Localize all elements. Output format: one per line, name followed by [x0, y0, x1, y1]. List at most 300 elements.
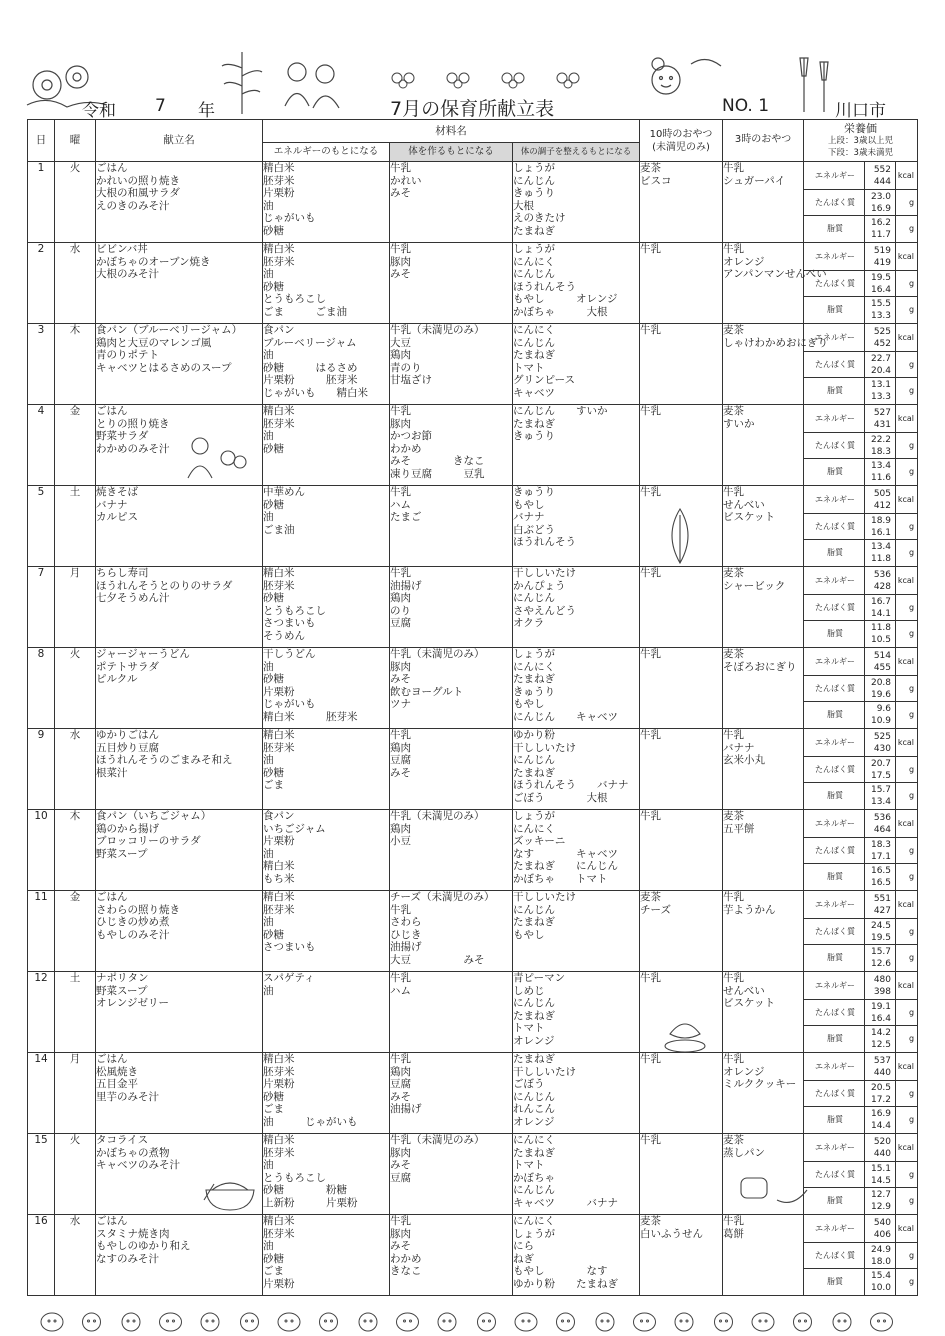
snack-10am	[640, 405, 723, 486]
snack-3pm	[723, 648, 804, 729]
conditioning-ingredients	[513, 810, 640, 891]
day-row	[28, 243, 918, 324]
protein-row-upper: 22.7	[870, 353, 892, 364]
nutrition-values	[804, 1053, 918, 1134]
energy-row-label: エネルギー	[815, 252, 856, 261]
protein-row-lower: 17.1	[870, 851, 892, 862]
protein-row-lower: 16.1	[870, 527, 892, 538]
year-suffix: 年	[198, 101, 215, 121]
energy-row-unit: kcal	[897, 819, 915, 828]
snack-3pm-item: ビスケット	[723, 997, 775, 1010]
fat-row	[804, 620, 917, 647]
energy-ingredients-item: じゃがいも	[263, 698, 316, 711]
snack-10am-item: 麦茶	[640, 1215, 662, 1227]
day-row	[28, 1053, 918, 1134]
day-date: 16	[28, 1215, 55, 1296]
snack-3pm-item: シュガーパイ	[723, 174, 786, 187]
menu-dishes-item: ビビンバ丼	[96, 243, 148, 255]
energy-row-values	[864, 891, 896, 918]
energy-row-lower: 412	[873, 501, 892, 511]
fat-row-unit: g	[908, 629, 915, 639]
conditioning-ingredients-item: 干ししいたけ	[513, 567, 576, 579]
day-of-week: 金	[55, 405, 96, 486]
fat-row-label: 脂質	[827, 872, 844, 882]
energy-ingredients-item: とうもろこし	[263, 293, 326, 306]
snack-3pm-item: 牛乳	[723, 162, 745, 174]
fat-row-values	[864, 215, 896, 242]
energy-row-upper: 520	[873, 1137, 892, 1147]
day-date: 12	[28, 972, 55, 1053]
energy-row	[804, 162, 917, 190]
body-ingredients-item: 豚肉	[390, 1227, 411, 1240]
energy-ingredients-item: 砂糖	[263, 766, 284, 779]
energy-ingredients-item: 片栗粉	[263, 187, 295, 200]
body-ingredients	[390, 243, 513, 324]
fat-row-label: 脂質	[827, 1277, 844, 1287]
menu-dishes	[96, 891, 263, 972]
energy-row-values	[864, 1053, 896, 1080]
fat-row-unit: g	[908, 386, 915, 396]
menu-dishes-item: わかめのみそ汁	[96, 442, 170, 455]
energy-row-label: エネルギー	[815, 1224, 856, 1233]
body-ingredients-item: 牛乳	[390, 1053, 411, 1065]
protein-row-upper: 16.7	[870, 596, 892, 607]
conditioning-ingredients	[513, 972, 640, 1053]
protein-row-lower: 14.1	[870, 608, 892, 619]
body-ingredients-item: 油揚げ	[390, 1103, 422, 1116]
protein-row	[804, 1161, 917, 1189]
energy-row-unit: kcal	[897, 738, 915, 747]
body-ingredients-item: みそ	[390, 268, 411, 281]
energy-row-label: エネルギー	[815, 900, 856, 909]
energy-ingredients-item: 精白米	[263, 891, 295, 903]
energy-row-unit: kcal	[897, 900, 915, 909]
snack-10am-item: 牛乳	[640, 1053, 662, 1065]
fat-row-values	[864, 539, 896, 566]
menu-dishes-item: 根菜汁	[96, 766, 128, 779]
day-of-week: 水	[55, 1215, 96, 1296]
nutrition-values	[804, 486, 918, 567]
body-ingredients-item: 甘塩ざけ	[390, 374, 432, 387]
conditioning-ingredients-item: キャベツ バナナ	[513, 1196, 618, 1209]
energy-ingredients-item: 精白米	[263, 860, 295, 873]
energy-ingredients-item: 油	[263, 984, 274, 997]
fat-row	[804, 1106, 917, 1133]
energy-ingredients-item: ごま	[263, 1103, 284, 1116]
energy-row-values	[864, 648, 896, 675]
menu-dishes-item: キャベツとはるさめのスープ	[96, 361, 232, 374]
protein-row	[804, 270, 917, 298]
menu-dishes-item: ジャージャーうどん	[96, 648, 190, 660]
energy-row	[804, 405, 917, 433]
energy-ingredients-item: 精白米	[263, 405, 295, 417]
snack-3pm	[723, 324, 829, 405]
menu-dishes-item: 青のりポテト	[96, 349, 159, 362]
conditioning-ingredients-item: オクラ	[513, 617, 545, 630]
energy-ingredients	[263, 243, 390, 324]
snack-10am-item: 牛乳	[640, 729, 662, 741]
conditioning-ingredients-item: きゅうり	[513, 486, 555, 498]
body-ingredients	[390, 810, 513, 891]
snack-10am-item: 牛乳	[640, 405, 662, 417]
energy-ingredients	[263, 1215, 390, 1296]
fat-row-upper: 11.8	[870, 623, 892, 634]
menu-dishes-item: ごはん	[96, 162, 128, 174]
snack-10am-item: 牛乳	[640, 972, 662, 984]
energy-row-unit: kcal	[897, 414, 915, 423]
menu-table	[27, 119, 918, 1296]
energy-row-upper: 552	[873, 165, 892, 175]
conditioning-ingredients-item: しょうが	[513, 162, 555, 174]
fat-row-lower: 16.5	[870, 878, 892, 889]
energy-row-lower: 431	[873, 420, 892, 430]
conditioning-ingredients-item: キャベツ	[513, 386, 555, 399]
energy-ingredients-item: とうもろこし	[263, 1171, 326, 1184]
snack-10am	[640, 1134, 723, 1215]
snack-10am-item: 牛乳	[640, 648, 662, 660]
body-ingredients-item: みそ	[390, 1090, 411, 1103]
energy-ingredients-item: 胚芽米	[263, 741, 295, 754]
protein-row-label: たんぱく質	[815, 1169, 856, 1179]
nutrition-lower-note: 下段：3歳未満児	[828, 147, 893, 158]
bread-and-banana-illustration	[735, 1170, 810, 1210]
menu-dishes-item: ほうれんそうとのりのサラダ	[96, 579, 233, 592]
nutrition-values	[804, 648, 918, 729]
fat-row-values	[864, 701, 896, 728]
energy-row-values	[864, 567, 896, 594]
energy-row-values	[864, 972, 896, 999]
fat-row-values	[864, 1106, 896, 1133]
conditioning-ingredients-item: にんにく	[513, 1215, 555, 1227]
energy-row-upper: 519	[873, 246, 892, 256]
body-ingredients-item: さわら	[390, 916, 422, 929]
leaf-illustration	[660, 505, 700, 565]
menu-dishes-item: ポテトサラダ	[96, 660, 159, 673]
snack-3pm-item: 麦茶	[723, 1134, 745, 1146]
fat-row-lower: 12.5	[870, 1040, 892, 1051]
body-ingredients-item: かつお節	[390, 430, 432, 443]
body-ingredients-item: 油揚げ	[390, 941, 422, 954]
protein-row	[804, 837, 917, 865]
nutrition-values	[804, 405, 918, 486]
protein-row-values	[864, 513, 896, 540]
fat-row	[804, 1268, 917, 1295]
conditioning-ingredients-item: れんこん	[513, 1103, 555, 1116]
conditioning-ingredients-item: しょうが	[513, 648, 555, 660]
body-conditioning-header: 体の調子を整えるもとになる	[513, 143, 640, 162]
menu-dishes-item: さわらの照り焼き	[96, 903, 180, 916]
nutrition-values	[804, 1134, 918, 1215]
protein-row-values	[864, 675, 896, 702]
energy-ingredients-item: 砂糖 はるさめ	[263, 361, 358, 374]
fat-row-values	[864, 944, 896, 971]
protein-row-label: たんぱく質	[815, 521, 856, 531]
conditioning-ingredients-item: たまねぎ	[513, 916, 555, 929]
body-ingredients-item: 豆腐	[390, 1078, 411, 1091]
ingredients-header: 材料名	[263, 120, 640, 143]
protein-row-unit: g	[908, 602, 915, 612]
day-row	[28, 972, 918, 1053]
conditioning-ingredients-item: かぼちゃ 大根	[513, 305, 608, 318]
menu-dishes-item: スタミナ焼き肉	[96, 1227, 170, 1240]
snack-10am-item: 白いふうせん	[640, 1227, 704, 1240]
body-ingredients-item: ハム	[390, 984, 411, 997]
menu-dishes-item: かぼちゃの煮物	[96, 1146, 170, 1159]
energy-ingredients-item: じゃがいも 精白米	[263, 386, 368, 399]
menu-dishes	[96, 810, 263, 891]
body-ingredients-item: かれい	[390, 174, 422, 187]
fat-row-values	[864, 377, 896, 404]
snack3-header: 3時のおやつ	[723, 120, 804, 162]
snack-3pm-item: 麦茶	[723, 567, 745, 579]
energy-ingredients-item: 食パン	[263, 810, 295, 822]
protein-row-upper: 22.2	[870, 434, 892, 445]
body-ingredients-item: 豆腐	[390, 754, 411, 767]
energy-row-lower: 440	[873, 1149, 892, 1159]
energy-ingredients-item: 砂糖	[263, 498, 284, 511]
snack10-header	[640, 120, 723, 162]
protein-row-label: たんぱく質	[815, 440, 856, 450]
energy-row-unit: kcal	[897, 657, 915, 666]
energy-row-unit: kcal	[897, 1143, 915, 1152]
energy-ingredients-item: 片栗粉	[263, 835, 295, 848]
energy-ingredients-item: 胚芽米	[263, 1227, 295, 1240]
energy-ingredients-item: 片栗粉 胚芽米	[263, 374, 358, 387]
body-ingredients-item: ひじき	[390, 928, 422, 941]
snack-10am-item: 麦茶	[640, 891, 662, 903]
energy-row-unit: kcal	[897, 1224, 915, 1233]
energy-row-lower: 455	[873, 663, 892, 673]
energy-row-values	[864, 1215, 896, 1242]
energy-row	[804, 648, 917, 676]
protein-row-lower: 16.4	[870, 1013, 892, 1024]
conditioning-ingredients-item: 干ししいたけ	[513, 741, 576, 754]
body-ingredients-item: 牛乳	[390, 405, 411, 417]
protein-row-unit: g	[908, 1250, 915, 1260]
energy-row	[804, 891, 917, 919]
snack-10am	[640, 162, 723, 243]
snack-3pm-item: オレンジ	[723, 1065, 765, 1078]
protein-row-label: たんぱく質	[815, 926, 856, 936]
protein-row-upper: 24.9	[870, 1244, 892, 1255]
fat-row-upper: 13.4	[870, 542, 892, 553]
fat-row-lower: 10.0	[870, 1283, 892, 1294]
fat-row	[804, 539, 917, 566]
body-ingredients-item: 牛乳（未満児のみ）	[390, 324, 485, 336]
menu-dishes	[96, 1215, 263, 1296]
day-row	[28, 567, 918, 648]
energy-ingredients	[263, 405, 390, 486]
energy-ingredients-item: 油 じゃがいも	[263, 1115, 358, 1128]
conditioning-ingredients-item: ねぎ	[513, 1252, 534, 1265]
energy-row-values	[864, 162, 896, 189]
energy-ingredients-item: さつまいも	[263, 617, 316, 630]
protein-row	[804, 918, 917, 946]
fat-row-values	[864, 1187, 896, 1214]
menu-dishes-item: ゆかりごはん	[96, 729, 159, 741]
protein-row-unit: g	[908, 1169, 915, 1179]
fat-row-label: 脂質	[827, 305, 844, 315]
snack-10am-item: チーズ	[640, 903, 671, 916]
fat-row-upper: 16.9	[870, 1109, 892, 1120]
fat-row-label: 脂質	[827, 1115, 844, 1125]
snack-3pm	[723, 972, 804, 1053]
energy-row-label: エネルギー	[815, 495, 856, 504]
menu-dishes-item: 野菜スープ	[96, 984, 148, 997]
snack-10am	[640, 648, 723, 729]
menu-dishes	[96, 162, 263, 243]
snack-3pm	[723, 810, 804, 891]
page-number: NO. 1	[722, 96, 770, 116]
energy-row	[804, 810, 917, 838]
energy-row-upper: 537	[873, 1056, 892, 1066]
conditioning-ingredients-item: たまねぎ	[513, 417, 555, 430]
energy-row-upper: 505	[873, 489, 892, 499]
menu-dishes	[96, 729, 263, 810]
energy-row-upper: 536	[873, 570, 892, 580]
day-row	[28, 810, 918, 891]
conditioning-ingredients-item: グリンピース	[513, 374, 576, 387]
energy-row-values	[864, 243, 896, 270]
energy-ingredients-item: 精白米	[263, 162, 295, 174]
conditioning-ingredients-item: にんにく	[513, 822, 555, 835]
energy-ingredients-item: 砂糖	[263, 224, 284, 237]
menu-dishes-item: かれいの照り焼き	[96, 174, 180, 187]
fat-row-upper: 14.2	[870, 1028, 892, 1039]
snack-3pm-item: すいか	[723, 417, 755, 430]
snack-3pm	[723, 891, 804, 972]
snack-10am	[640, 891, 723, 972]
energy-row-lower: 406	[873, 1230, 892, 1240]
conditioning-ingredients-item: トマト	[513, 361, 545, 374]
conditioning-ingredients-item: もやし	[513, 698, 545, 711]
fat-row	[804, 701, 917, 728]
fat-row	[804, 377, 917, 404]
energy-ingredients-item: もち米	[263, 872, 295, 885]
snack-3pm-item: 牛乳	[723, 972, 745, 984]
conditioning-ingredients-item: オレンジ	[513, 1115, 555, 1128]
snack-3pm	[723, 243, 827, 324]
menu-dishes-item: バナナ	[96, 498, 128, 511]
nutrition-values	[804, 567, 918, 648]
conditioning-ingredients-item: にんじん	[513, 997, 555, 1010]
snack-10am	[640, 810, 723, 891]
body-ingredients-item: 牛乳	[390, 903, 411, 916]
snack-10am-item: 牛乳	[640, 1134, 662, 1146]
snack-3pm-item: 玄米小丸	[723, 754, 766, 767]
protein-row-unit: g	[908, 359, 915, 369]
day-date: 14	[28, 1053, 55, 1134]
snack-3pm-item: 麦茶	[723, 405, 745, 417]
conditioning-ingredients-item: かぼちゃ	[513, 1171, 555, 1184]
body-ingredients-item: きなこ	[390, 1265, 422, 1278]
snack-3pm-item: ビスケット	[723, 511, 775, 524]
snack-3pm-item: 蒸しパン	[723, 1146, 766, 1159]
energy-row-label: エネルギー	[815, 576, 856, 585]
menu-dishes-item: ごはん	[96, 1215, 128, 1227]
day-date: 11	[28, 891, 55, 972]
menu-dishes-item: 焼きそば	[96, 486, 138, 498]
menu-dishes-item: タコライス	[96, 1134, 149, 1146]
energy-ingredients-item: ブルーベリージャム	[263, 336, 357, 349]
menu-dishes-item: ちらし寿司	[96, 567, 149, 579]
body-building-header: 体を作るもとになる	[390, 143, 513, 162]
energy-row-label: エネルギー	[815, 657, 856, 666]
menu-dishes-item: 五目炒り豆腐	[96, 741, 159, 754]
protein-row-label: たんぱく質	[815, 683, 856, 693]
fat-row	[804, 458, 917, 485]
protein-row-upper: 15.1	[870, 1163, 892, 1174]
fat-row-label: 脂質	[827, 791, 844, 801]
menu-dishes	[96, 567, 263, 648]
energy-ingredients-item: 油	[263, 754, 274, 767]
conditioning-ingredients-item: 干ししいたけ	[513, 1065, 576, 1078]
fat-row-values	[864, 1025, 896, 1052]
energy-ingredients-item: 胚芽米	[263, 174, 295, 187]
energy-ingredients-item: 中華めん	[263, 486, 305, 498]
snack-3pm-item: せんべい	[723, 984, 765, 997]
protein-row-unit: g	[908, 845, 915, 855]
nutrition-header	[804, 120, 918, 162]
body-ingredients-item: 牛乳	[390, 486, 411, 498]
day-date: 2	[28, 243, 55, 324]
fat-row-label: 脂質	[827, 467, 844, 477]
energy-ingredients-item: 精白米	[263, 1215, 295, 1227]
body-ingredients-item: 豆腐	[390, 1171, 411, 1184]
day-of-week: 月	[55, 1053, 96, 1134]
tanabata-decoration-illustration	[790, 52, 840, 112]
energy-ingredients	[263, 891, 390, 972]
conditioning-ingredients-item: トマト	[513, 1022, 545, 1035]
snack-3pm-item: 牛乳	[723, 1053, 745, 1065]
conditioning-ingredients-item: たまねぎ にんじん	[513, 860, 618, 873]
day-date: 8	[28, 648, 55, 729]
conditioning-ingredients-item: しょうが	[513, 810, 555, 822]
conditioning-ingredients-item: えのきたけ	[513, 212, 566, 225]
conditioning-ingredients	[513, 486, 640, 567]
snack10-header-sub: (未満児のみ)	[652, 141, 710, 153]
snack-10am-item: ビスコ	[640, 174, 672, 187]
year-value: 7	[155, 96, 166, 116]
conditioning-ingredients	[513, 891, 640, 972]
energy-ingredients	[263, 162, 390, 243]
menu-dishes	[96, 243, 263, 324]
menu-dishes-item: かぼちゃのオーブン焼き	[96, 255, 211, 268]
fat-row-upper: 9.6	[876, 704, 892, 715]
menu-dishes-item: 食パン（ブルーベリージャム）	[96, 324, 243, 336]
energy-ingredients-item: 片栗粉	[263, 685, 295, 698]
body-ingredients	[390, 972, 513, 1053]
fat-row-lower: 13.3	[870, 392, 892, 403]
body-ingredients-item: わかめ	[390, 1252, 422, 1265]
fat-row	[804, 863, 917, 890]
protein-row-unit: g	[908, 926, 915, 936]
snack-10am	[640, 243, 723, 324]
conditioning-ingredients	[513, 729, 640, 810]
body-ingredients-item: 大豆	[390, 336, 411, 349]
day-date: 7	[28, 567, 55, 648]
energy-row-label: エネルギー	[815, 1062, 856, 1071]
conditioning-ingredients-item: にんじん キャベツ	[513, 710, 618, 723]
fat-row-upper: 15.4	[870, 1271, 892, 1282]
energy-row-upper: 527	[873, 408, 892, 418]
energy-row	[804, 1134, 917, 1162]
protein-row-values	[864, 999, 896, 1026]
fat-row-lower: 11.8	[870, 554, 892, 565]
protein-row-upper: 18.3	[870, 839, 892, 850]
snack-10am-item: 牛乳	[640, 567, 662, 579]
energy-row-unit: kcal	[897, 576, 915, 585]
